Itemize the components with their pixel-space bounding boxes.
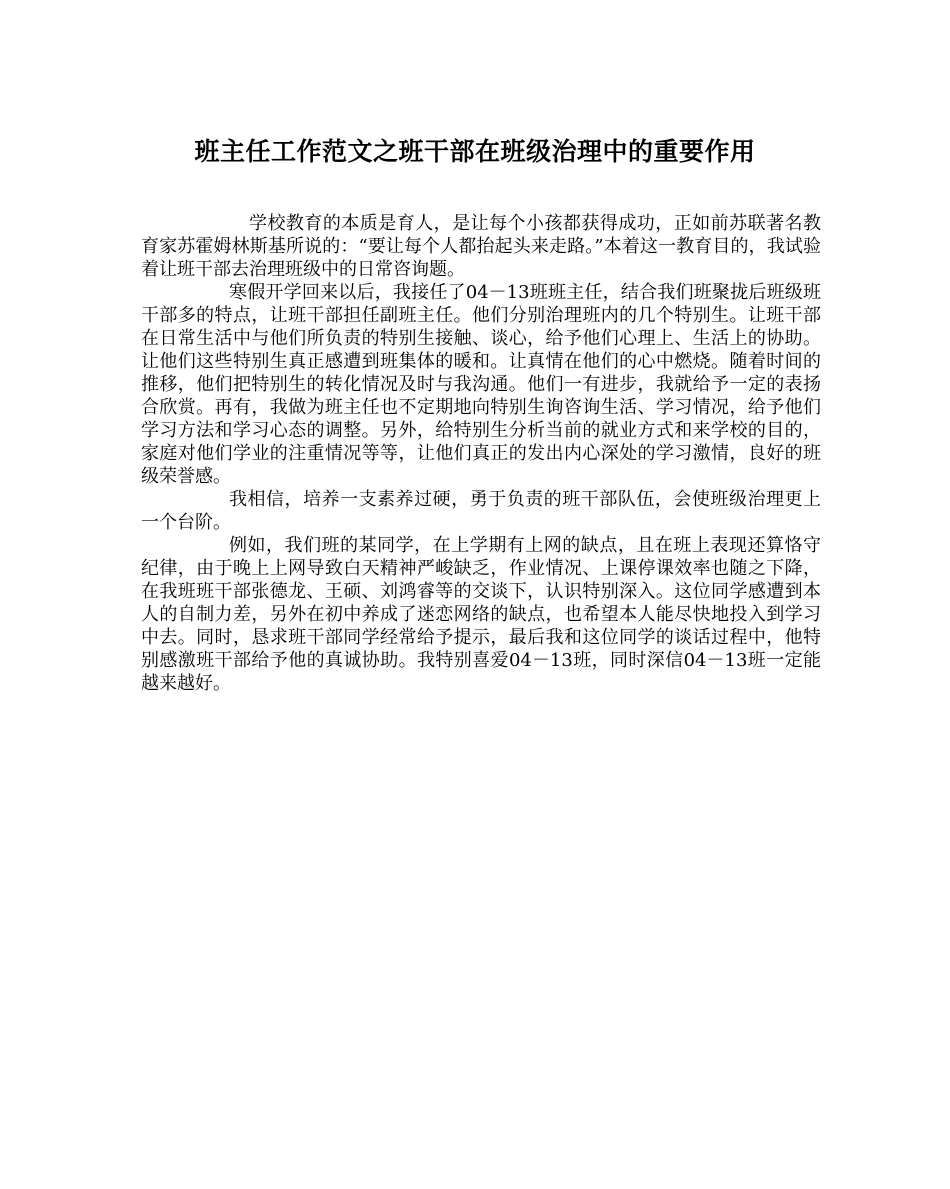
paragraph-belief: 我相信，培养一支素养过硬，勇于负责的班干部队伍，会使班级治理更上一个台阶。 [141, 489, 821, 533]
paragraph-class-leaders: 寒假开学回来以后，我接任了04－13班班主任，结合我们班聚拢后班级班干部多的特点，让班干部担任副班主任。他们分别治理班内的几个特别生。让班干部在日常生活中与他们所负责的特别生接触、谈心，给予他们心理上、生活上的协助。让他们这些特别生真正感遭到班集体的暖和。让真情在他们的心中燃烧。随着时间的推移，他们把特别生的转化情况及时与我沟通。他们一有进步，我就给予一定的表扬合欣赏。再有，我做为班主任也不定期地向特别生询咨询生活、学习情况，给予他们学习方法和学习心态的调整。另外，给特别生分析当前的就业方式和来学校的目的，家庭对他们学业的注重情况等等，让他们真正的发出内心深处的学习激情，良好的班级荣誉感。 [141, 282, 821, 487]
paragraph-intro: 学校教育的本质是育人，是让每个小孩都获得成功，正如前苏联著名教育家苏霍姆林斯基所说的：“要让每个人都抬起头来走路。”本着这一教育目的，我试验着让班干部去治理班级中的日常咨询题。 [141, 213, 821, 280]
document-body [141, 212, 821, 695]
paragraph-example: 例如，我们班的某同学，在上学期有上网的缺点，且在班上表现还算恪守纪律，由于晚上上网导致白天精神严峻缺乏，作业情况、上课停课效率也随之下降，在我班班干部张德龙、王硕、刘鸿睿等的交谈下，认识特别深入。这位同学感遭到本人的自制力差，另外在初中养成了迷恋网络的缺点，也希望本人能尽快地投入到学习中去。同时，恳求班干部同学经常给予提示，最后我和这位同学的谈话过程中，他特别感激班干部给予他的真诚协助。我特别喜爱04－13班，同时深信04－13班一定能越来越好。 [141, 535, 821, 694]
document-title: 班主任工作范文之班干部在班级治理中的重要作用 [194, 137, 756, 166]
